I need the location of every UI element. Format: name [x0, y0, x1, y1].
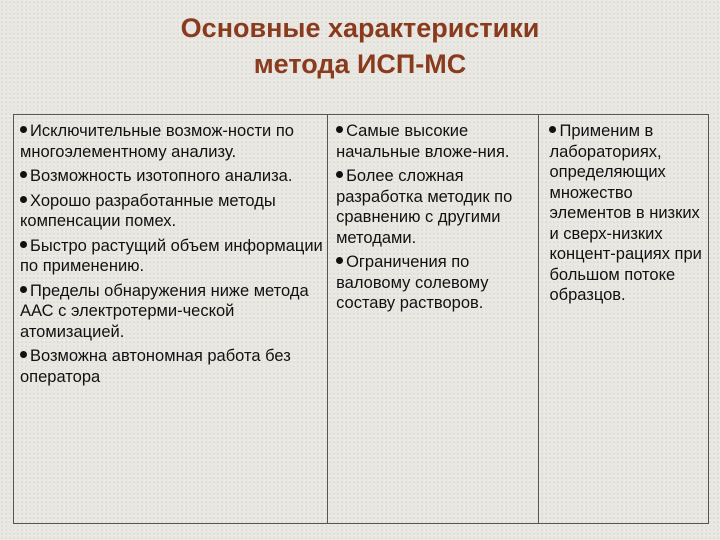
applications-column: [538, 115, 708, 523]
characteristics-table: [13, 114, 709, 524]
bullet-icon: [20, 241, 27, 248]
list-item: Пределы обнаружения ниже метода ААС с электротерми-ческой атомизацией.: [20, 281, 309, 341]
bullet-icon: [336, 171, 343, 178]
list-item: Применим в лабораториях, определяющих множество элементов в низких и сверх-низких концент-рациях при большом потоке образцов.: [549, 122, 702, 304]
bullet-icon: [20, 286, 27, 293]
list-item: Самые высокие начальные вложе-ния.: [336, 122, 510, 161]
list-item: Исключительные возмож-ности по многоэлементному анализу.: [20, 122, 294, 161]
bullet-icon: [336, 126, 343, 133]
list-item: Ограничения по валовому солевому составу растворов.: [336, 253, 489, 312]
bullet-icon: [20, 196, 27, 203]
bullet-icon: [20, 351, 27, 358]
bullet-icon: [336, 257, 343, 264]
bullet-icon: [20, 171, 27, 178]
list-item: Хорошо разработанные методы компенсации помех.: [20, 191, 276, 230]
list-item: Возможность изотопного анализа.: [20, 166, 323, 187]
page-title: [0, 10, 720, 82]
title-line-2: метода ИСП-МС: [253, 49, 467, 79]
list-item: Более сложная разработка методик по сравнению с другими методами.: [336, 167, 513, 247]
disadvantages-column: [327, 115, 538, 523]
list-item: Быстро растущий объем информации по применению.: [20, 236, 323, 275]
title-line-1: Основные характеристики: [180, 13, 540, 43]
advantages-column: [14, 115, 327, 523]
bullet-icon: [549, 126, 556, 133]
list-item: Возможна автономная работа без оператора: [20, 347, 291, 386]
bullet-icon: [20, 126, 27, 133]
